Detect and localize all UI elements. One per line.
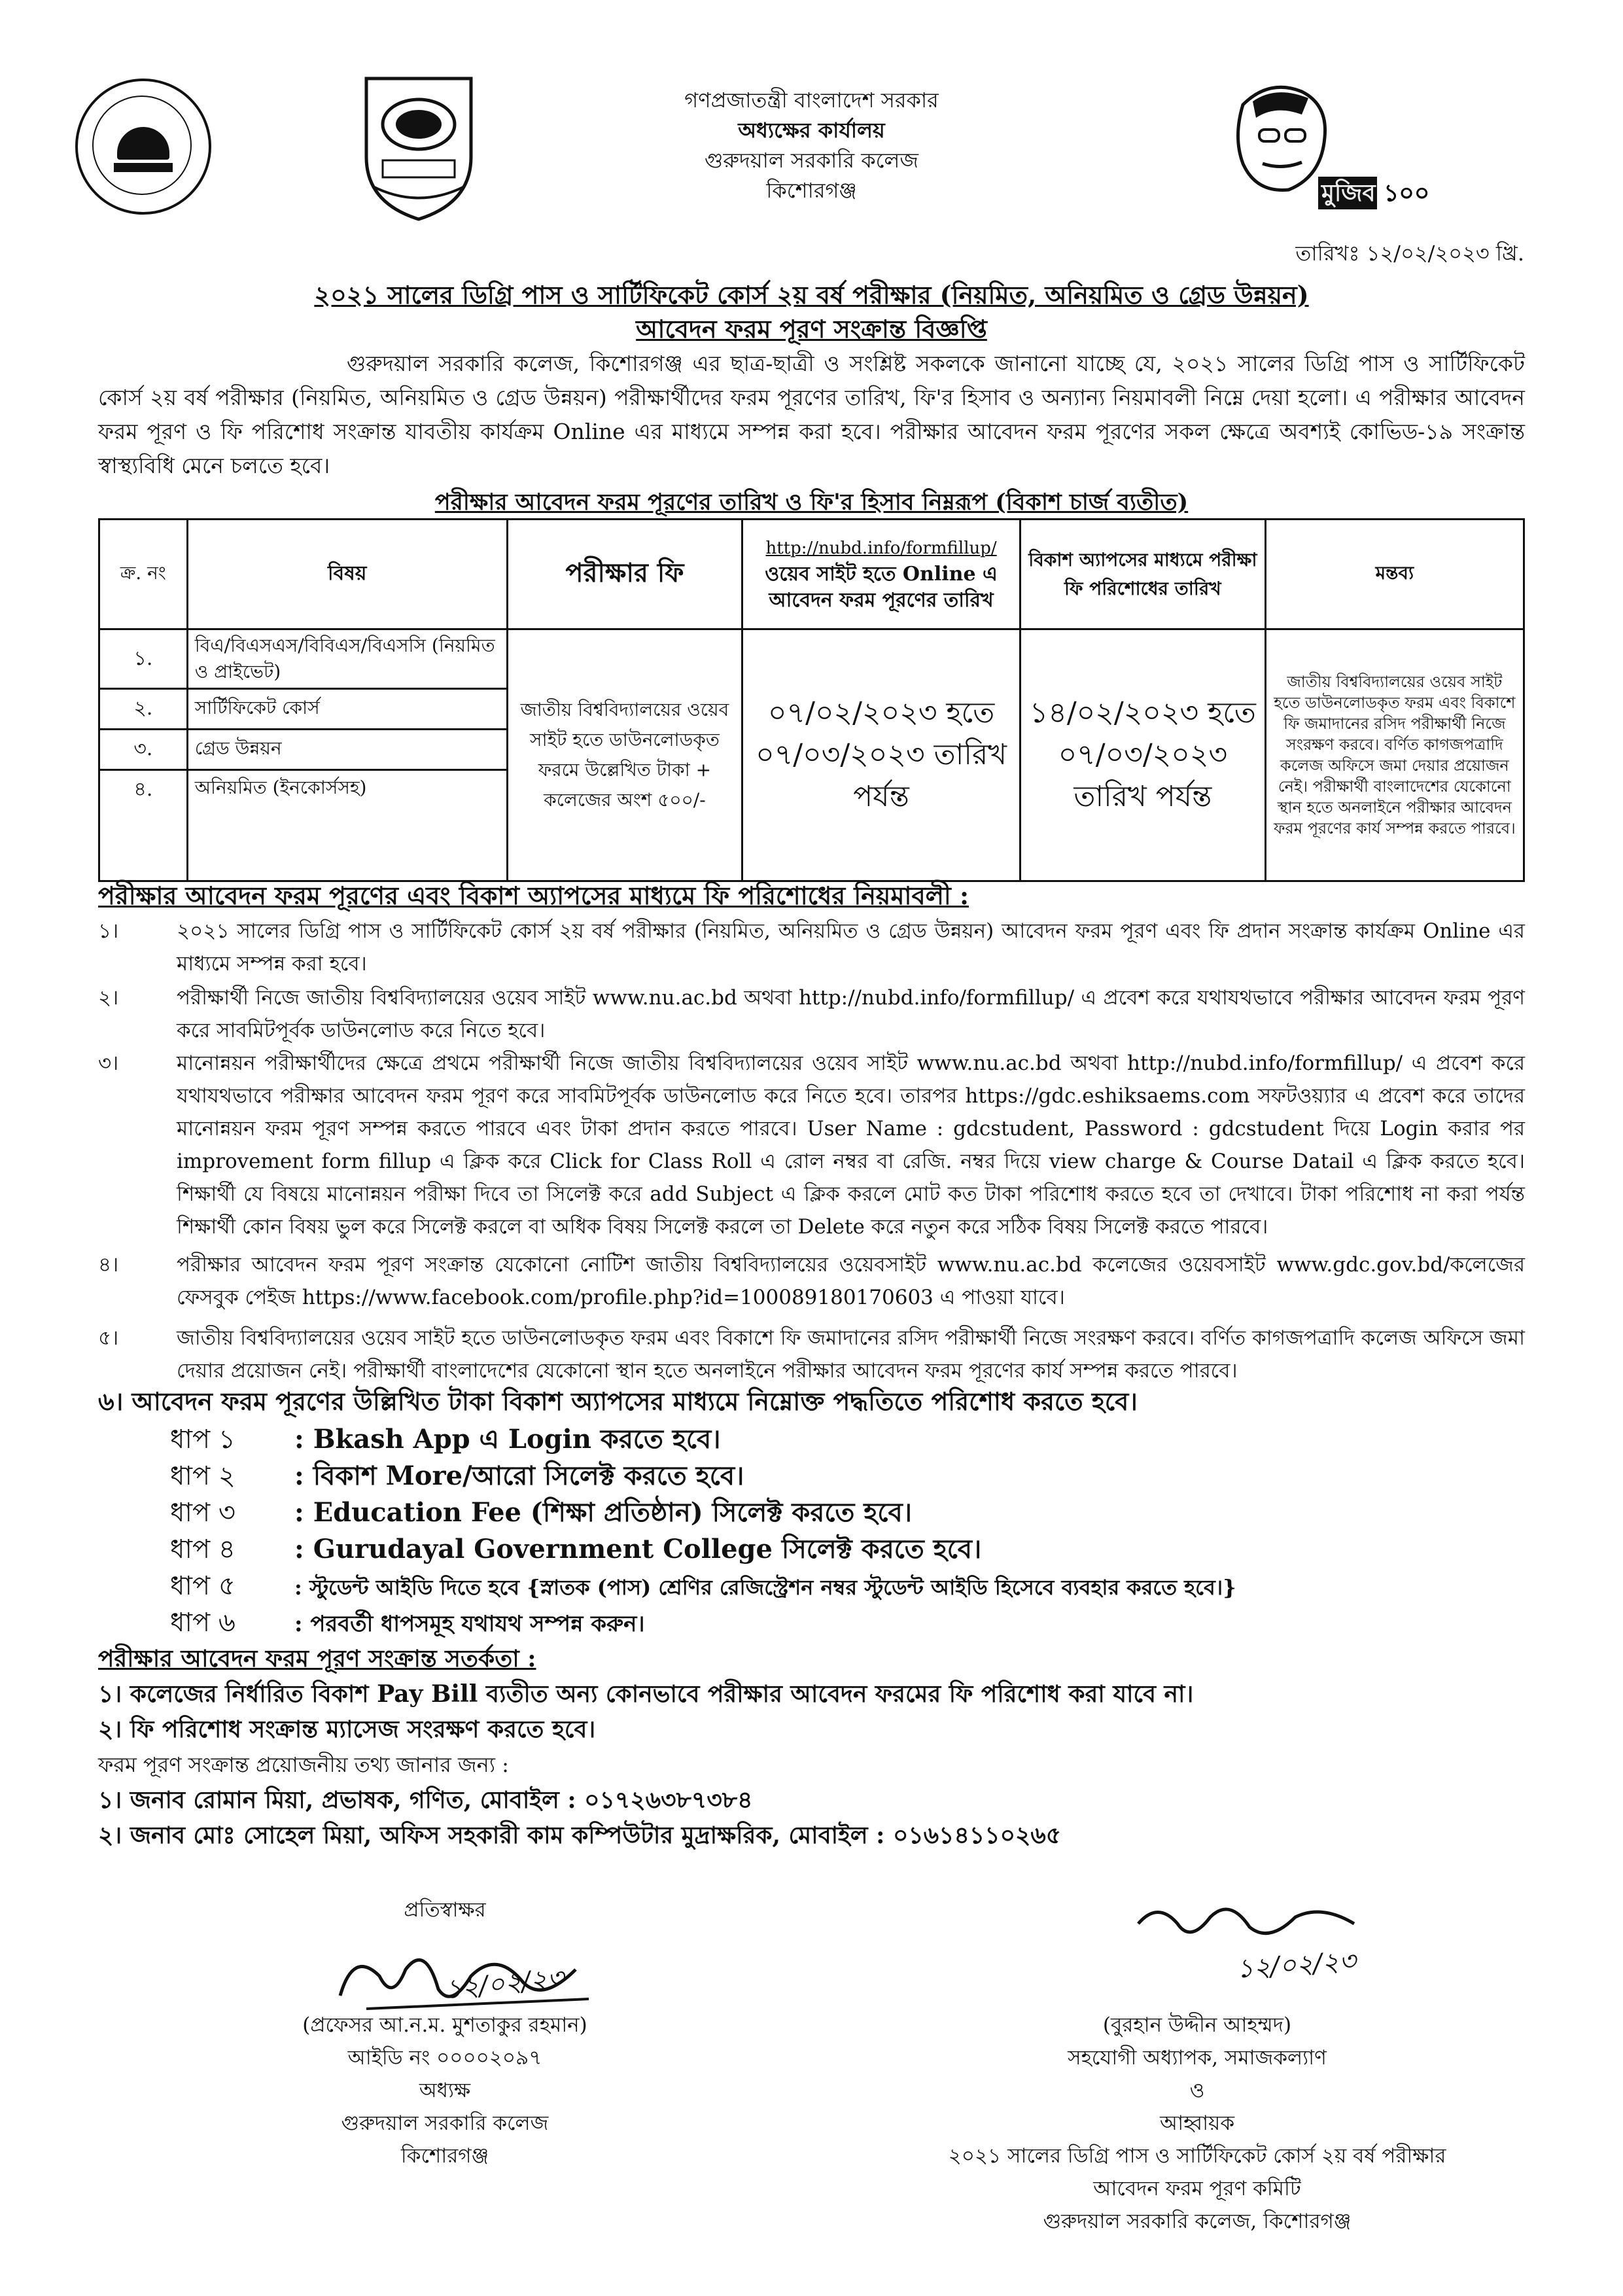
step-label: ধাপ ৪ xyxy=(170,1534,236,1564)
step-label: ধাপ ১ xyxy=(170,1424,236,1455)
rule-number: ৩। xyxy=(98,1051,119,1075)
rule-number: ৫। xyxy=(98,1326,119,1350)
step-1 xyxy=(170,1421,721,1458)
rule-number: ১। xyxy=(98,919,119,943)
step-text: : Bkash App এ Login করতে হবে। xyxy=(294,1424,721,1455)
step-label: ধাপ ৬ xyxy=(170,1608,236,1638)
rule-text: জাতীয় বিশ্ববিদ্যালয়ের ওয়েব সাইট হতে ডাউনলোডকৃত ফরম এবং বিকাশে ফি জমাদানের রসিদ পরীক্ষার্থী নিজে সংরক্ষণ করবে। বর্ণিত কাগজপত্রাদি কলেজ অফিসে জমা দেয়ার প্রয়োজন নেই। পরীক্ষার্থী বাংলাদেশের যেকোনো স্থান হতে অনলাইনে পরীক্ষার আবেদন ফরম পূরণের কার্য সম্পন্ন করতে পারবে। xyxy=(177,1326,1525,1383)
header-serial: ক্র. নং xyxy=(99,520,188,629)
row-serial: ১. xyxy=(99,629,188,689)
rule-text: ২০২১ সালের ডিগ্রি পাস ও সার্টিফিকেট কোর্স ২য় বর্ষ পরীক্ষার (নিয়মিত, অনিয়মিত ও গ্রেড উন্নয়ন) আবেদন ফরম পূরণ এবং ফি প্রদান সংক্রান্ত কার্যক্রম Online এর মাধ্যমে সম্পন্ন করা হবে। xyxy=(177,919,1525,976)
committee-line2: আবেদন ফরম পূরণ কমিটি xyxy=(1093,2177,1301,2200)
rules-title: পরীক্ষার আবেদন ফরম পূরণের এবং বিকাশ অ্যাপসের মাধ্যমে ফি পরিশোধের নিয়মাবলী : xyxy=(98,881,969,910)
principal-id: আইডি নং ০০০০২০৯৭ xyxy=(347,2046,542,2070)
row-subject: গ্রেড উন্নয়ন xyxy=(187,730,507,770)
header-online-date xyxy=(742,520,1021,629)
rule-text: মানোন্নয়ন পরীক্ষার্থীদের ক্ষেত্রে প্রথমে পরীক্ষার্থী নিজে জাতীয় বিশ্ববিদ্যালয়ের ওয়েব সাইট www.nu.ac.bd অথবা http://nubd.info/formfillup/ এ প্রবেশ করে যথাযথভাবে পরীক্ষার আবেদন ফরম পূরণ করে সাবমিটপূর্বক ডাউনলোড করে নিতে হবে। তারপর https://gdc.eshiksaems.com সফটওয়্যার এ প্রবেশ করে তাদের মানোন্নয়ন ফরম পূরণ সম্পন্ন করতে পারবে এবং টাকা প্রদান করতে পারবে। User Name : gdcstudent, Password : gdcstudent দিয়ে Login করার পর improvement form fillup এ ক্লিক করে Click for Class Roll এ রোল নম্বর বা রেজি. নম্বর দিয়ে view charge & Course Datail এ ক্লিক করতে হবে। শিক্ষার্থী যে বিষয়ে মানোন্নয়ন পরীক্ষা দিবে তা সিলেক্ট করে add Subject এ ক্লিক করলে মোট কত টাকা পরিশোধ করতে হবে তা দেখাবে। টাকা পরিশোধ না করা পর্যন্ত শিক্ষার্থী কোন বিষয় ভুল করে সিলেক্ট করলে বা অধিক বিষয় সিলেক্ট করলে তা Delete করে নতুন করে সঠিক বিষয় সিলেক্ট করতে পারবে। xyxy=(177,1051,1525,1239)
notice-title-line1: ২০২১ সালের ডিগ্রি পাস ও সার্টিফিকেট কোর্স ২য় বর্ষ পরীক্ষার (নিয়মিত, অনিয়মিত ও গ্রেড উন্নয়ন) xyxy=(314,280,1309,309)
contact-item-1: ১। জনাব রোমান মিয়া, প্রভাষক, গণিত, মোবাইল : ০১৭২৬৩৮৭৩৮৪ xyxy=(98,1786,753,1814)
rule-item-2 xyxy=(98,981,1525,1047)
committee-line1: ২০২১ সালের ডিগ্রি পাস ও সার্টিফিকেট কোর্স ২য় বর্ষ পরীক্ষার xyxy=(948,2144,1446,2168)
principal-district: কিশোরগঞ্জ xyxy=(400,2144,489,2168)
convener-college: গুরুদয়াল সরকারি কলেজ, কিশোরগঞ্জ xyxy=(1043,2210,1352,2233)
form-fillup-link[interactable]: http://nubd.info/formfillup/ xyxy=(765,538,997,558)
step-text: : Education Fee (শিক্ষা প্রতিষ্ঠান) সিলেক্ট করতে হবে। xyxy=(294,1497,913,1528)
step-label: ধাপ ৩ xyxy=(170,1498,236,1528)
rule-item-5 xyxy=(98,1322,1525,1387)
notice-date: তারিখঃ ১২/০২/২০২৩ খ্রি. xyxy=(1295,241,1524,266)
rule-text: পরীক্ষার আবেদন ফরম পূরণ সংক্রান্ত যেকোনো নোটিশ জাতীয় বিশ্ববিদ্যালয়ের ওয়েবসাইট www.nu.ac.bd কলেজের ওয়েবসাইট www.gdc.gov.bd/কলেজের ফেসবুক পেইজ https://www.facebook.com/profile.php?id=100089180170603 এ পাওয়া যাবে। xyxy=(177,1253,1525,1309)
caution-item-1: ১। কলেজের নির্ধারিত বিকাশ Pay Bill ব্যতীত অন্য কোনভাবে পরীক্ষার আবেদন ফরমের ফি পরিশোধ করা যাবে না। xyxy=(98,1680,1194,1708)
office-name: অধ্যক্ষের কার্যালয় xyxy=(738,118,885,143)
step-label: ধাপ ৫ xyxy=(170,1571,236,1601)
principal-college: গুরুদয়াল সরকারি কলেজ xyxy=(341,2111,549,2135)
step-3 xyxy=(170,1494,912,1531)
convener-name: (বুরহান উদ্দীন আহম্মদ) xyxy=(1102,2013,1292,2037)
district-name: কিশোরগঞ্জ xyxy=(766,178,857,203)
step-text: : Gurudayal Government College সিলেক্ট করতে হবে। xyxy=(294,1534,982,1564)
notice-title-line2: আবেদন ফরম পূরণ সংক্রান্ত বিজ্ঞপ্তি xyxy=(636,314,987,344)
rule-item-1 xyxy=(98,915,1525,980)
header-subject: বিষয় xyxy=(187,520,507,629)
step-text: : বিকাশ More/আরো সিলেক্ট করতে হবে। xyxy=(294,1460,744,1491)
header-remarks: মন্তব্য xyxy=(1265,520,1524,629)
header-exam-fee: পরীক্ষার ফি xyxy=(507,520,742,629)
signature-date-left: ১২/০২/২৩ xyxy=(443,1962,566,2005)
step-text: : পরবর্তী ধাপসমূহ যথাযথ সম্পন্ন করুন। xyxy=(294,1611,645,1637)
step-2 xyxy=(170,1458,744,1494)
mujib-100-logo xyxy=(1197,79,1478,216)
row-serial: ২. xyxy=(99,689,188,730)
header-online-date-label: ওয়েব সাইট হতে Online এ আবেদন ফরম পূরণের তারিখ xyxy=(765,562,998,612)
rule-item-4 xyxy=(98,1248,1525,1314)
convener-role: আহ্বায়ক xyxy=(1159,2111,1235,2135)
step-5 xyxy=(170,1568,1236,1606)
row-subject: অনিয়মিত (ইনকোর্সসহ) xyxy=(187,770,507,881)
rule-text: পরীক্ষার্থী নিজে জাতীয় বিশ্ববিদ্যালয়ের ওয়েব সাইট www.nu.ac.bd অথবা http://nubd.info/formfillup/ এ প্রবেশ করে যথাযথভাবে পরীক্ষার আবেদন ফরম পূরণ করে সাবমিটপূর্বক ডাউনলোড করে নিতে হবে। xyxy=(177,986,1525,1042)
row-serial: ৪. xyxy=(99,770,188,881)
caution-item-2: ২। ফি পরিশোধ সংক্রান্ত ম্যাসেজ সংরক্ষণ করতে হবে। xyxy=(98,1716,596,1743)
rule-item-6: ৬। আবেদন ফরম পূরণের উল্লিখিত টাকা বিকাশ অ্যাপসের মাধ্যমে নিম্নোক্ত পদ্ধতিতে পরিশোধ করতে হবে। xyxy=(98,1386,1138,1416)
principal-title: অধ্যক্ষ xyxy=(419,2079,471,2102)
row-subject: সার্টিফিকেট কোর্স xyxy=(187,689,507,730)
signature-right-block xyxy=(870,1884,1524,2277)
header-bkash-date: বিকাশ অ্যাপসের মাধ্যমে পরীক্ষা ফি পরিশোধের তারিখ xyxy=(1021,520,1266,629)
step-4 xyxy=(170,1531,981,1568)
row-serial: ৩. xyxy=(99,730,188,770)
mujib-100-logo-text: মুজিব ১০০ xyxy=(1321,179,1430,207)
contact-item-2: ২। জনাব মোঃ সোহেল মিয়া, অফিস সহকারী কাম কম্পিউটার মুদ্রাক্ষরিক, মোবাইল : ০১৬১৪১১০২৬৫ xyxy=(98,1822,1062,1849)
rule-item-3 xyxy=(98,1047,1525,1243)
signature-date-right: ১২/০২/২৩ xyxy=(1235,1945,1357,1985)
table-row xyxy=(99,629,1524,689)
govt-name: গণপ্রজাতন্ত্রী বাংলাদেশ সরকার xyxy=(684,88,939,113)
intro-paragraph: গুরুদয়াল সরকারি কলেজ, কিশোরগঞ্জ এর ছাত্র-ছাত্রী ও সংশ্লিষ্ট সকলকে জানানো যাচ্ছে যে, ২০২১ সালের ডিগ্রি পাস ও সার্টিফিকেট কোর্স ২য় বর্ষ পরীক্ষার (নিয়মিত, অনিয়মিত ও গ্রেড উন্নয়ন) পরীক্ষার্থীদের ফরম পূরণের তারিখ, ফি'র হিসাব ও অন্যান্য নিয়মাবলী নিম্নে দেয়া হলো। এ পরীক্ষার আবেদন ফরম পূরণ ও ফি পরিশোধ সংক্রান্ত যাবতীয় কার্যক্রম Online এর মাধ্যমে সম্পন্ন করা হবে। পরীক্ষার আবেদন ফরম পূরণের সকল ক্ষেত্রে অবশ্যই কোভিড-১৯ সংক্রান্ত স্বাস্থ্যবিধি মেনে চলতে হবে। xyxy=(98,351,1525,478)
college-name: গুরুদয়াল সরকারি কলেজ xyxy=(705,148,918,173)
remarks-cell: জাতীয় বিশ্ববিদ্যালয়ের ওয়েব সাইট হতে ডাউনলোডকৃত ফরম এবং বিকাশে ফি জমাদানের রসিদ পরীক্ষার্থী নিজে সংরক্ষণ করবে। বর্ণিত কাগজপত্রাদি কলেজ অফিসে জমা দেয়ার প্রয়োজন নেই। পরীক্ষার্থী বাংলাদেশের যেকোনো স্থান হতে অনলাইনে পরীক্ষার আবেদন ফরম পূরণের কার্য সম্পন্ন করতে পারবে। xyxy=(1265,629,1524,881)
bkash-date-cell: ১৪/০২/২০২৩ হতে ০৭/০৩/২০২৩ তারিখ পর্যন্ত xyxy=(1021,629,1266,881)
header xyxy=(0,0,1623,266)
step-label: ধাপ ২ xyxy=(170,1461,236,1491)
caution-title: পরীক্ষার আবেদন ফরম পূরণ সংক্রান্ত সতর্কতা : xyxy=(98,1645,536,1672)
row-subject: বিএ/বিএসএস/বিবিএস/বিএসসি (নিয়মিত ও প্রাইভেট) xyxy=(187,629,507,689)
convener-title: সহযোগী অধ্যাপক, সমাজকল্যাণ xyxy=(1068,2046,1327,2070)
exam-fee-cell: জাতীয় বিশ্ববিদ্যালয়ের ওয়েব সাইট হতে ডাউনলোডকৃত ফরমে উল্লেখিত টাকা + কলেজের অংশ ৫০০/- xyxy=(507,629,742,881)
fee-table xyxy=(98,518,1525,882)
signature-left-block xyxy=(249,1884,641,2251)
countersign-label: প্রতিস্বাক্ষর xyxy=(404,1898,486,1922)
step-6 xyxy=(170,1604,645,1642)
rule-number: ২। xyxy=(98,986,119,1010)
convener-and: ও xyxy=(1189,2079,1205,2102)
principal-name: (প্রফেসর আ.ন.ম. মুশতাকুর রহমান) xyxy=(302,2013,587,2037)
table-title: পরীক্ষার আবেদন ফরম পূরণের তারিখ ও ফি'র হিসাব নিম্নরূপ (বিকাশ চার্জ ব্যতীত) xyxy=(434,489,1189,516)
rule-number: ৪। xyxy=(98,1253,119,1277)
contact-title: ফরম পূরণ সংক্রান্ত প্রয়োজনীয় তথ্য জানার জন্য : xyxy=(98,1752,509,1777)
step-text: : স্টুডেন্ট আইডি দিতে হবে {স্নাতক (পাস) শ্রেণির রেজিস্ট্রেশন নম্বর স্টুডেন্ট আইডি হিসেবে ব্যবহার করতে হবে।} xyxy=(294,1575,1236,1600)
online-date-cell: ০৭/০২/২০২৩ হতে ০৭/০৩/২০২৩ তারিখ পর্যন্ত xyxy=(742,629,1021,881)
